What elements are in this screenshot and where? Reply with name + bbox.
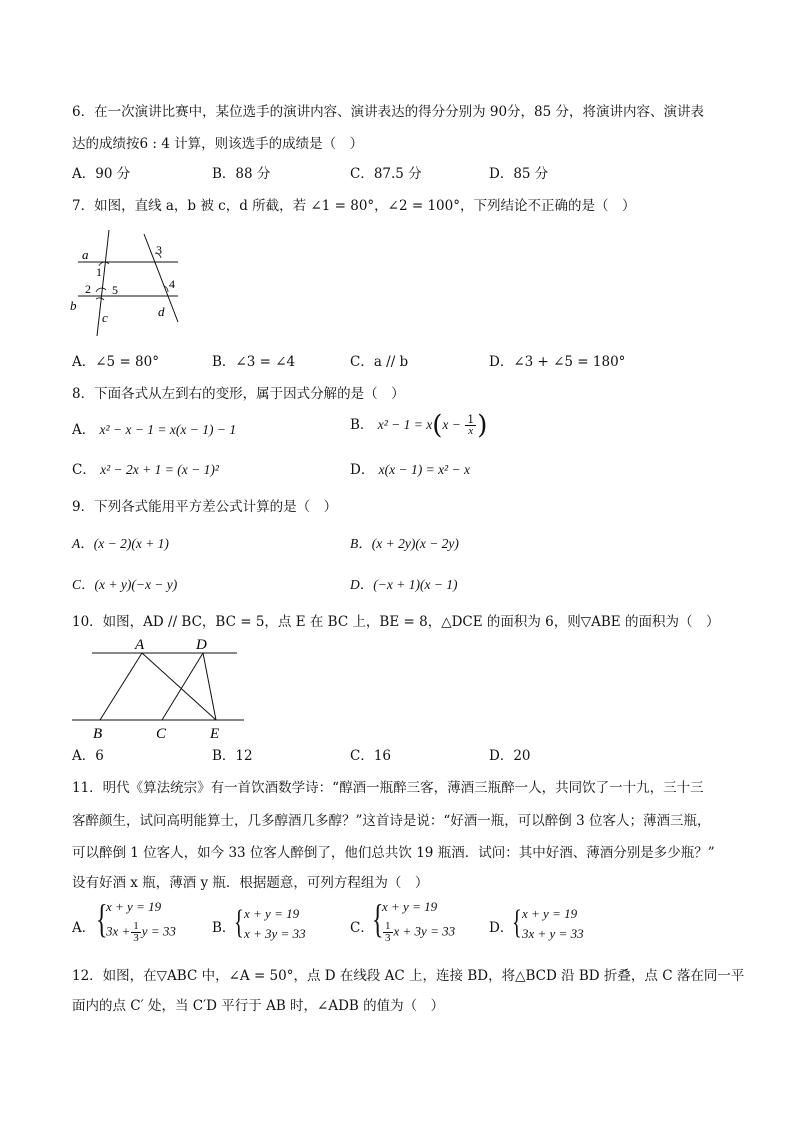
- brace-icon: {: [96, 896, 108, 941]
- q7-label-c: c: [102, 310, 108, 325]
- brace-icon: {: [372, 896, 384, 941]
- q11-stem-line4: 设有好酒 x 瓶，薄酒 y 瓶．根据题意，可列方程组为（ ）: [72, 875, 429, 891]
- q11-option-b-eq2: x + 3y = 33: [244, 926, 306, 941]
- q8-option-c-expr: x² − 2x + 1 = (x − 1)²: [100, 462, 219, 477]
- q11-stem-line2: 客醉颜生，试问高明能算士，几多醇酒几多醇？”这首诗是说：“好酒一瓶，可以醉倒 3 位客人；薄酒三瓶，: [72, 813, 711, 829]
- q11-option-a-letter: A．: [72, 920, 96, 936]
- option-letter: D．: [350, 462, 375, 478]
- q11-option-b-letter: B．: [212, 920, 236, 936]
- q6-option-a[interactable]: A．90 分: [72, 166, 131, 182]
- q11-option-c-eq2: $\frac{1}{3}$ x + 3y = 33: [385, 920, 456, 944]
- q7-stem: 7．如图，直线 a，b 被 c，d 所截，若 ∠1 = 80°，∠2 = 100°，下列结论不正确的是（ ）: [72, 198, 636, 214]
- q10-label-c: C: [156, 726, 167, 742]
- q7-label-4: 4: [169, 277, 175, 291]
- q11-option-b-eq1: x + y = 19: [244, 906, 300, 921]
- q6-stem-line2: 达的成绩按6 : 4 计算，则该选手的成绩是（ ）: [72, 136, 364, 152]
- q8-option-a[interactable]: [72, 420, 236, 440]
- q10-option-c[interactable]: C．16: [350, 748, 392, 764]
- q7-label-2: 2: [85, 282, 91, 296]
- q7-option-a[interactable]: A．∠5 = 80°: [72, 354, 159, 370]
- option-letter: B．: [350, 417, 374, 433]
- q10-label-b: B: [93, 726, 103, 742]
- q7-option-d[interactable]: D．∠3 + ∠5 = 180°: [489, 354, 626, 370]
- option-letter: C．: [72, 462, 96, 478]
- q9-stem: 9．下列各式能用平方差公式计算的是（ ）: [72, 499, 338, 515]
- q10-segment-ab: [100, 653, 142, 720]
- q11-option-c-letter: C．: [350, 920, 374, 936]
- q11-option-b[interactable]: [234, 906, 324, 950]
- q7-label-b: b: [70, 298, 77, 313]
- q10-label-e: E: [210, 726, 220, 742]
- q10-option-b[interactable]: B．12: [212, 748, 253, 764]
- option-letter: A．: [72, 422, 96, 438]
- q11-option-a[interactable]: [96, 896, 196, 951]
- q9-option-d[interactable]: D．(−x + 1)(x − 1): [350, 577, 458, 592]
- q10-label-d: D: [196, 637, 207, 653]
- q10-label-a: A: [135, 637, 145, 653]
- q6-option-b[interactable]: B．88 分: [212, 166, 271, 182]
- q8-option-c[interactable]: [72, 460, 219, 480]
- q6-option-c[interactable]: C．87.5 分: [350, 166, 422, 182]
- q7-label-1: 1: [96, 265, 102, 279]
- q11-option-c-eq1: x + y = 19: [382, 899, 438, 914]
- q7-label-a: a: [82, 247, 89, 262]
- q11-stem-line3: 可以醉倒 1 位客人，如今 33 位客人醉倒了，他们总共饮 19 瓶酒．试问：其中好酒、薄酒分别是多少瓶？”: [72, 845, 715, 861]
- q11-option-c[interactable]: [372, 896, 472, 951]
- q11-stem-line1: 11．明代《算法统宗》有一首饮酒数学诗：“醇酒一瓶醉三客，薄酒三瓶醉一人，共同饮了一十九，三十三: [72, 780, 704, 796]
- q12-stem-line1: 12．如图，在▽ABC 中，∠A = 50°，点 D 在线段 AC 上，连接 BD，将△BCD 沿 BD 折叠，点 C 落在同一平: [72, 968, 745, 984]
- q11-option-d-letter: D．: [489, 920, 514, 936]
- q11-option-d-eq2: 3x + y = 33: [522, 926, 584, 941]
- brace-icon: {: [512, 904, 522, 941]
- q9-option-a[interactable]: A．(x − 2)(x + 1): [72, 536, 169, 551]
- q12-stem-line2: 面内的点 C′ 处，当 C′D 平行于 AB 时，∠ADB 的值为（ ）: [72, 998, 445, 1014]
- q8-stem: 8．下面各式从左到右的变形，属于因式分解的是（ ）: [72, 386, 405, 402]
- q11-option-d-eq1: x + y = 19: [522, 906, 578, 921]
- q7-option-c[interactable]: C．a // b: [350, 354, 409, 370]
- q11-option-a-eq1: x + y = 19: [106, 899, 162, 914]
- q7-figure: [66, 226, 196, 342]
- q8-option-d[interactable]: [350, 460, 470, 480]
- q8-option-b-expr: x² − 1 = x: [377, 417, 433, 432]
- q8-option-b[interactable]: B． x² − 1 = x(x − $\frac{1}{x}$ ): [350, 410, 488, 441]
- q10-option-d[interactable]: D．20: [489, 748, 531, 764]
- q7-label-d: d: [158, 304, 165, 319]
- q9-option-b[interactable]: B．(x + 2y)(x − 2y): [350, 536, 459, 551]
- q8-option-a-expr: x² − x − 1 = x(x − 1) − 1: [99, 422, 237, 437]
- q7-label-3: 3: [156, 243, 162, 257]
- q7-label-5: 5: [112, 283, 118, 297]
- q11-option-a-eq2: 3x + $\frac{1}{3}$ y = 33: [106, 920, 176, 944]
- q10-figure: [70, 634, 250, 746]
- q11-option-d[interactable]: [512, 906, 602, 950]
- q7-option-b[interactable]: B．∠3 = ∠4: [212, 354, 296, 370]
- q9-option-c[interactable]: C．(x + y)(−x − y): [72, 577, 178, 592]
- q6-stem-line1: 6．在一次演讲比赛中，某位选手的演讲内容、演讲表达的得分分别为 90分，85 分，将演讲内容、演讲表: [72, 104, 705, 120]
- q8-option-d-expr: x(x − 1) = x² − x: [378, 462, 470, 477]
- brace-icon: {: [234, 904, 244, 941]
- q10-option-a[interactable]: A．6: [72, 748, 104, 764]
- q10-segment-dc: [162, 653, 203, 720]
- q8-option-b-fraction: $\frac{1}{x}$: [467, 413, 475, 437]
- q6-option-d[interactable]: D．85 分: [489, 166, 549, 182]
- q10-stem: 10．如图，AD // BC，BC = 5，点 E 在 BC 上，BE = 8，△DCE 的面积为 6，则▽ABE 的面积为（ ）: [72, 614, 720, 630]
